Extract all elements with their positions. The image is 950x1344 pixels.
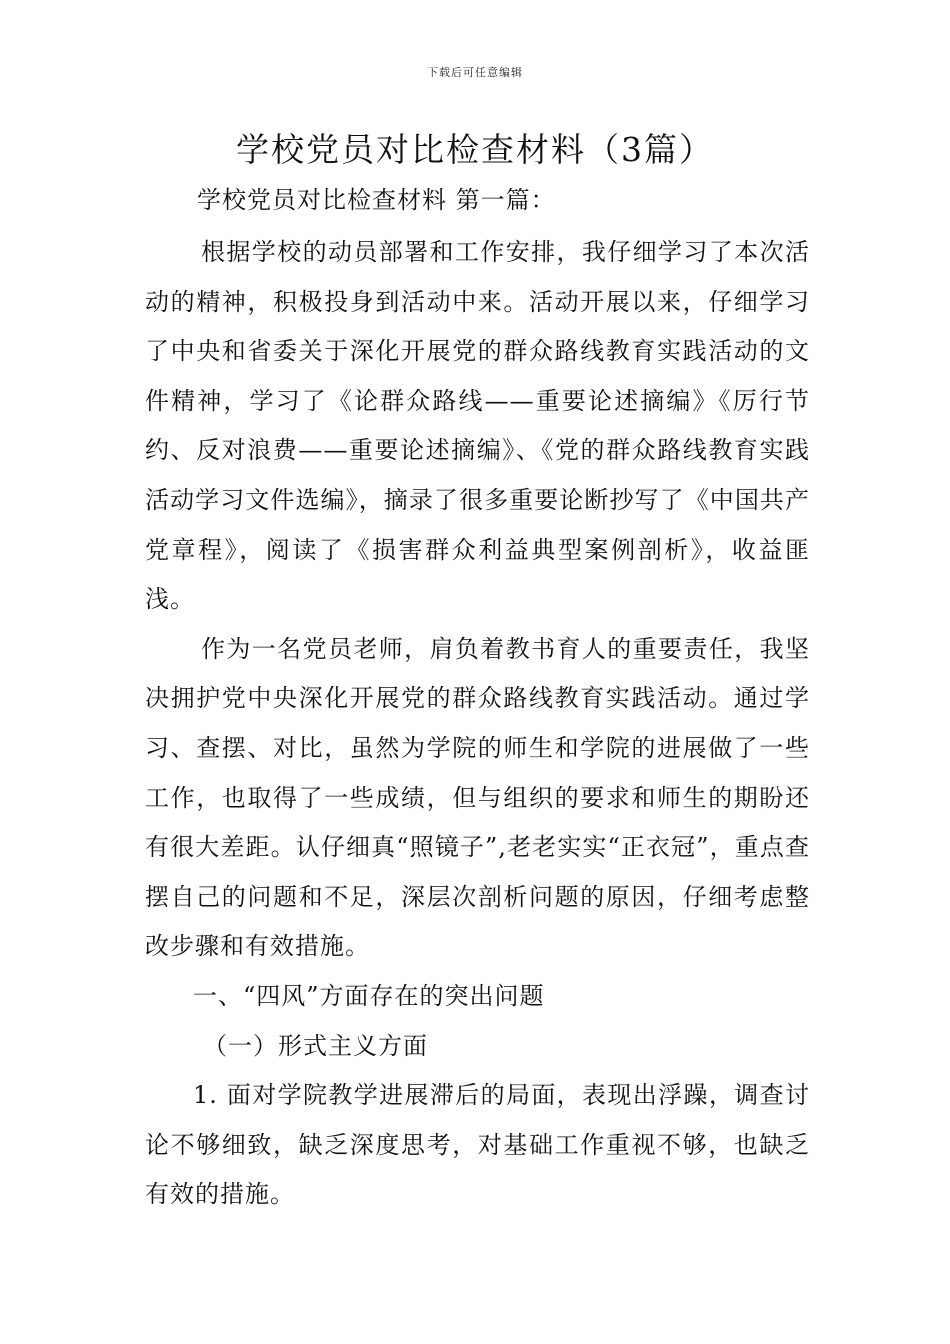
paragraph-1: 根据学校的动员部署和工作安排，我仔细学习了本次活动的精神，积极投身到活动中来。活动开展以来，仔细学习了中央和省委关于深化开展党的群众路线教育实践活动的文件精神，学习了《论群众路线——重要论述摘编》《厉行节约、反对浪费——重要论述摘编》、《党的群众路线教育实践活动学习文件选编》，摘录了很多重要论断抄写了《中国共产党章程》，阅读了《损害群众利益典型案例剖析》，收益匪浅。 xyxy=(145,238,810,614)
section-subtitle: 学校党员对比检查材料 第一篇： xyxy=(197,186,556,214)
paragraph-2: 作为一名党员老师，肩负着教书育人的重要责任，我坚决拥护党中央深化开展党的群众路线教育实践活动。通过学习、查摆、对比，虽然为学院的师生和学院的进展做了一些工作，也取得了一些成绩，但与组织的要求和师生的期盼还有很大差距。认仔细真“照镜子”,老老实实“正衣冠”，重点查摆自己的问题和不足，深层次剖析问题的原因，仔细考虑整改步骤和有效措施。 xyxy=(145,634,810,961)
document-body xyxy=(145,178,810,1220)
header-note: 下载后可任意编辑 xyxy=(427,66,523,79)
document-title: 学校党员对比检查材料（3篇） xyxy=(236,130,714,169)
sub-heading: （一）形式主义方面 xyxy=(203,1031,428,1060)
section-heading: 一、“四风”方面存在的突出问题 xyxy=(193,981,545,1010)
list-item-1: 1. 面对学院教学进展滞后的局面，表现出浮躁，调查讨论不够细致，缺乏深度思考，对基础工作重视不够，也缺乏有效的措施。 xyxy=(145,1081,810,1209)
